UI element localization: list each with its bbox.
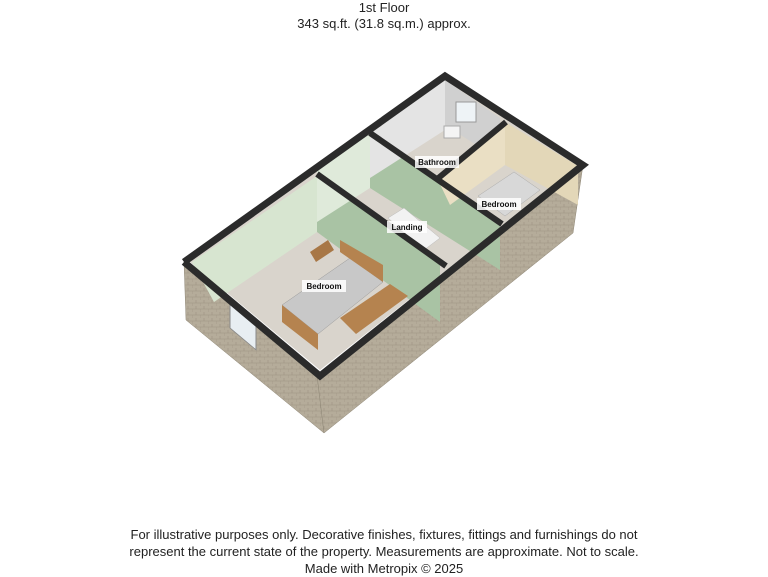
label-landing	[387, 221, 427, 233]
floor-area: 343 sq.ft. (31.8 sq.m.) approx.	[297, 16, 471, 31]
svg-text:Bedroom: Bedroom	[481, 200, 517, 209]
label-bedroom-main	[302, 280, 346, 292]
svg-text:Bedroom: Bedroom	[306, 282, 342, 291]
label-bedroom-small	[477, 198, 521, 210]
disclaimer-line-2: represent the current state of the property. Measurements are approximate. Not to scale.	[129, 544, 639, 559]
bathroom-sink	[444, 126, 460, 138]
svg-text:Bathroom: Bathroom	[418, 158, 456, 167]
bathroom-window	[456, 102, 476, 122]
label-bathroom	[415, 156, 459, 168]
credit-line: Made with Metropix © 2025	[304, 561, 464, 576]
floor-title: 1st Floor	[358, 0, 410, 15]
disclaimer-line-1: For illustrative purposes only. Decorative finishes, fixtures, fittings and furnishings do not	[130, 527, 638, 542]
svg-text:Landing: Landing	[391, 223, 423, 232]
